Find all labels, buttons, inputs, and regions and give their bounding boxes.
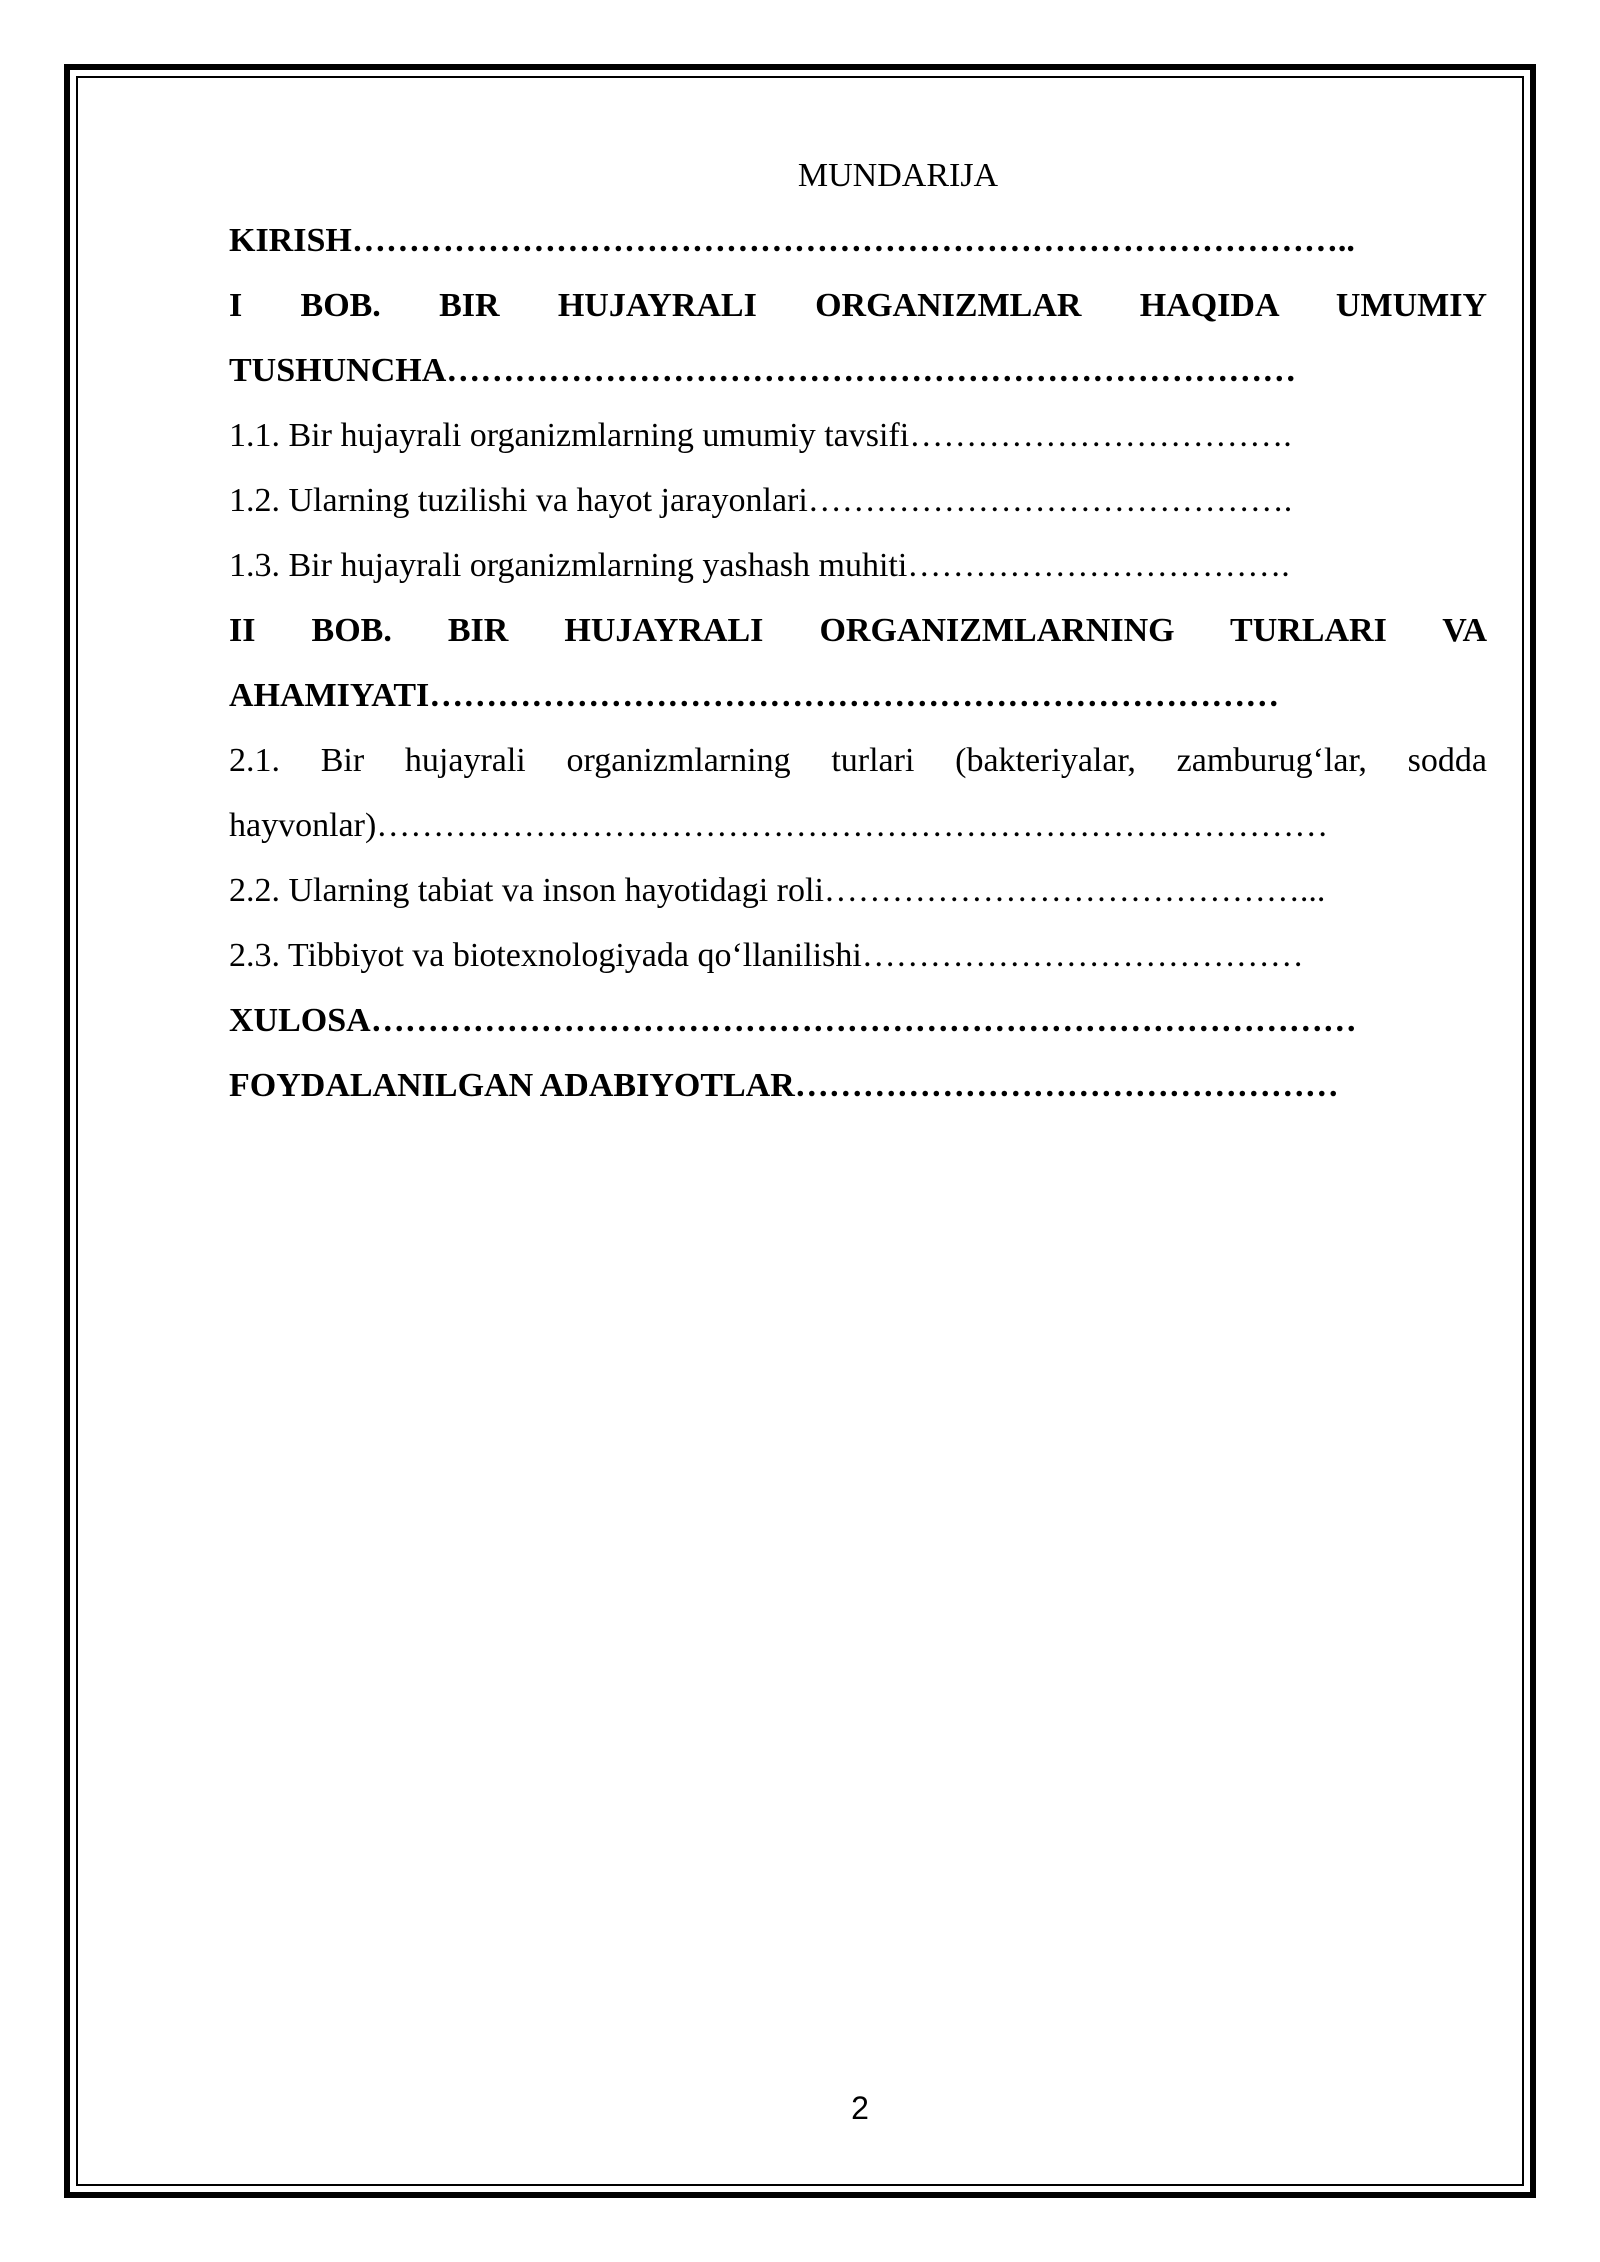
toc-entry-xulosa: XULOSA……………………………………………………………………………: [229, 1002, 1357, 1039]
toc-entry-chapter-2-line-1: II BOB. BIR HUJAYRALI ORGANIZMLARNING TURLARI VA: [229, 612, 1487, 649]
toc-entry-2-1-line-2: hayvonlar)…………………………………………………………………………: [229, 807, 1329, 844]
toc-entry-2-1-line-1: 2.1. Bir hujayrali organizmlarning turlari (bakteriyalar, zamburug‘lar, sodda: [229, 742, 1487, 779]
page-number: 2: [851, 2090, 869, 2126]
toc-entry-kirish: KIRISH……………………………………………………………………………..: [229, 222, 1355, 259]
toc-entry-references: FOYDALANILGAN ADABIYOTLAR…………………………………………: [229, 1067, 1339, 1104]
toc-entry-1-1: 1.1. Bir hujayrali organizmlarning umumiy tavsifi…………………………….: [229, 417, 1292, 454]
toc-entry-2-3: 2.3. Tibbiyot va biotexnologiyada qo‘llanilishi…………………………………: [229, 937, 1304, 974]
toc-entry-1-2: 1.2. Ularning tuzilishi va hayot jarayonlari…………………………………….: [229, 482, 1293, 519]
toc-entry-2-1: [229, 728, 1487, 858]
toc-entry-2-2: 2.2. Ularning tabiat va inson hayotidagi roli……………………………………...: [229, 872, 1326, 909]
toc-entry-chapter-1-line-2: TUSHUNCHA…………………………………………………………………: [229, 352, 1297, 389]
toc-title: MUNDARIJA: [797, 157, 999, 194]
toc-entry-chapter-1: [229, 273, 1487, 403]
toc-entry-chapter-2: [229, 598, 1487, 728]
toc-entry-chapter-2-line-2: AHAMIYATI…………………………………………………………………: [229, 677, 1280, 714]
toc-entry-chapter-1-line-1: I BOB. BIR HUJAYRALI ORGANIZMLAR HAQIDA UMUMIY: [229, 287, 1487, 324]
table-of-contents: [229, 143, 1487, 1118]
toc-entry-1-3: 1.3. Bir hujayrali organizmlarning yashash muhiti…………………………….: [229, 547, 1290, 584]
